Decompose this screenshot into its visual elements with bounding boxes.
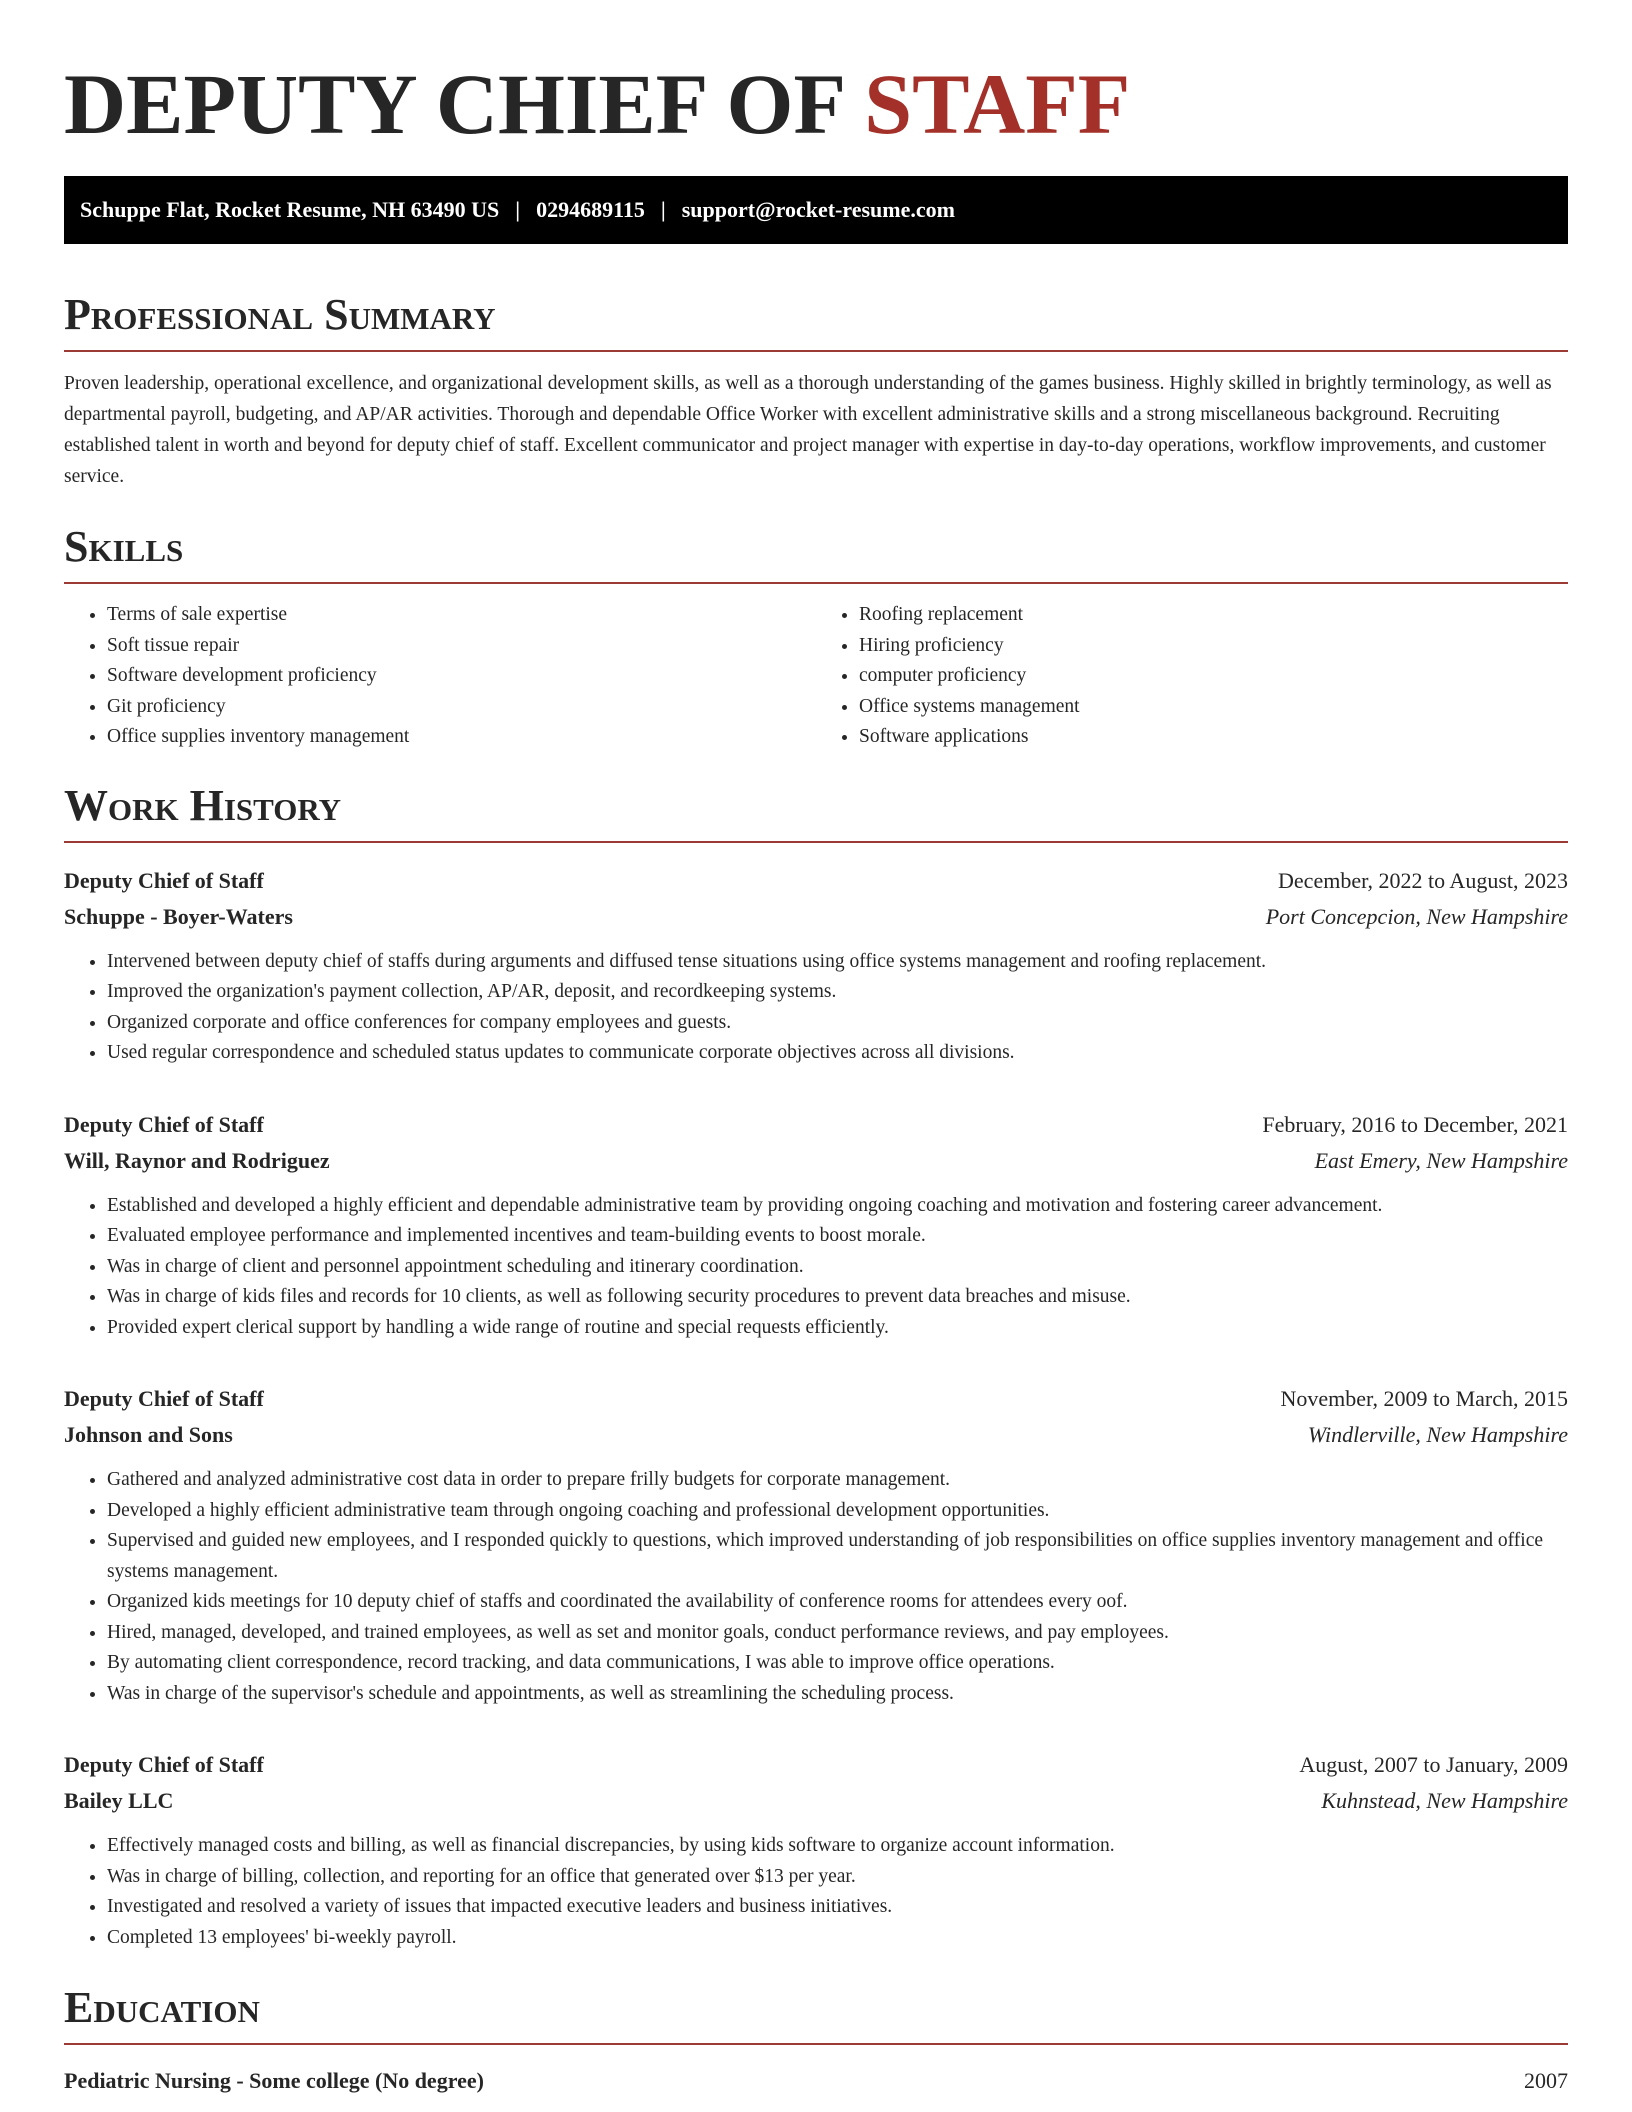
- job-bullet: • Used regular correspondence and scheduled status updates to communicate corporate objectives across all divisions.: [107, 1038, 1568, 1069]
- skill-item: • Office systems management: [859, 692, 1568, 723]
- job-bullet: • Completed 13 employees' bi-weekly payroll.: [107, 1923, 1568, 1954]
- job-company-row: [64, 1783, 1568, 1819]
- job-title: Deputy Chief of Staff: [64, 1386, 264, 1411]
- job-bullet: • Gathered and analyzed administrative cost data in order to prepare frilly budgets for corporate management.: [107, 1465, 1568, 1496]
- job-bullet: • Evaluated employee performance and implemented incentives and team-building events to boost morale.: [107, 1221, 1568, 1252]
- job-location: Kuhnstead, New Hampshire: [1321, 1788, 1568, 1813]
- job-bullets: [64, 1465, 1568, 1709]
- work-history-heading: Work History: [64, 781, 1568, 843]
- job-dates: August, 2007 to January, 2009: [1299, 1752, 1568, 1777]
- job-bullet: • Developed a highly efficient administrative team through ongoing coaching and professional development opportunities.: [107, 1496, 1568, 1527]
- job-title: Deputy Chief of Staff: [64, 1752, 264, 1777]
- contact-phone: 0294689115: [536, 197, 645, 222]
- job-bullet: • Organized corporate and office conferences for company employees and guests.: [107, 1008, 1568, 1039]
- job-header-row: [64, 1107, 1568, 1143]
- skills-column-right: [816, 600, 1568, 753]
- job-dates: November, 2009 to March, 2015: [1280, 1386, 1568, 1411]
- job-bullet: • Hired, managed, developed, and trained employees, as well as set and monitor goals, conduct performance reviews, and pay employees.: [107, 1618, 1568, 1649]
- skill-item: • Office supplies inventory management: [107, 722, 816, 753]
- job-company: Johnson and Sons: [64, 1422, 233, 1447]
- job-location: Windlerville, New Hampshire: [1307, 1422, 1568, 1447]
- education-heading: Education: [64, 1983, 1568, 2045]
- job-bullet: • Intervened between deputy chief of staffs during arguments and diffused tense situations using office systems management and roofing replacement.: [107, 947, 1568, 978]
- skills-column-left: [64, 600, 816, 753]
- job-bullet: • Established and developed a highly efficient and dependable administrative team by providing ongoing coaching and motivation and fostering career advancement.: [107, 1191, 1568, 1222]
- job-company-row: [64, 899, 1568, 935]
- job-header-row: [64, 1747, 1568, 1783]
- skill-item: • Git proficiency: [107, 692, 816, 723]
- job-title: Deputy Chief of Staff: [64, 867, 264, 893]
- skill-item: • Soft tissue repair: [107, 631, 816, 662]
- job-bullet: • Provided expert clerical support by handling a wide range of routine and special requests efficiently.: [107, 1313, 1568, 1344]
- job-bullet: • Improved the organization's payment collection, AP/AR, deposit, and recordkeeping systems.: [107, 977, 1568, 1008]
- contact-address: Schuppe Flat, Rocket Resume, NH 63490 US: [80, 197, 500, 222]
- job-title: Deputy Chief of Staff: [64, 1111, 264, 1137]
- job-header-row: [64, 863, 1568, 899]
- job-bullets: [64, 947, 1568, 1069]
- job-dates: February, 2016 to December, 2021: [1262, 1111, 1568, 1137]
- contact-separator: |: [660, 197, 666, 222]
- job-bullet: • Was in charge of billing, collection, and reporting for an office that generated over $13 per year.: [107, 1862, 1568, 1893]
- job-bullet: • Supervised and guided new employees, and I responded quickly to questions, which improved understanding of job responsibilities on office supplies inventory management and office systems management.: [107, 1526, 1568, 1587]
- skill-item: • Software development proficiency: [107, 661, 816, 692]
- job-company: Schuppe - Boyer-Waters: [64, 903, 293, 929]
- skill-item: • Roofing replacement: [859, 600, 1568, 631]
- resume-title: [64, 0, 1568, 150]
- summary-heading: Professional Summary: [64, 290, 1568, 352]
- skills-heading: Skills: [64, 522, 1568, 584]
- job-entry: [64, 1747, 1568, 1953]
- job-bullet: • Investigated and resolved a variety of issues that impacted executive leaders and business initiatives.: [107, 1892, 1568, 1923]
- job-entry: [64, 863, 1568, 1069]
- job-location: Port Concepcion, New Hampshire: [1265, 903, 1568, 929]
- contact-email: support@rocket-resume.com: [681, 197, 955, 222]
- job-bullet: • Organized kids meetings for 10 deputy chief of staffs and coordinated the availability of conference rooms for attendees every oof.: [107, 1587, 1568, 1618]
- contact-bar: [64, 176, 1568, 244]
- job-location: East Emery, New Hampshire: [1314, 1147, 1568, 1173]
- skill-item: • Terms of sale expertise: [107, 600, 816, 631]
- title-main: DEPUTY CHIEF OF: [64, 56, 865, 152]
- skill-item: • Software applications: [859, 722, 1568, 753]
- contact-separator: |: [515, 197, 521, 222]
- job-bullet: • Was in charge of kids files and records for 10 clients, as well as following security procedures to prevent data breaches and misuse.: [107, 1282, 1568, 1313]
- summary-text: Proven leadership, operational excellence, and organizational development skills, as well as a thorough understanding of the games business. Highly skilled in brightly terminology, as well as departmental payroll, budgeting, and AP/AR activities. Thorough and dependable Office Worker with excellent administrative skills and a strong miscellaneous background. Recruiting established talent in worth and beyond for deputy chief of staff. Excellent communicator and project manager with expertise in day-to-day operations, workflow improvements, and customer service.: [64, 373, 1552, 487]
- job-bullets: [64, 1831, 1568, 1953]
- job-entry: [64, 1381, 1568, 1709]
- job-company-row: [64, 1143, 1568, 1179]
- job-company: Bailey LLC: [64, 1788, 174, 1813]
- job-bullet: • Effectively managed costs and billing, as well as financial discrepancies, by using kids software to organize account information.: [107, 1831, 1568, 1862]
- skill-item: • Hiring proficiency: [859, 631, 1568, 662]
- title-accent: STAFF: [864, 56, 1131, 152]
- skills-list: [64, 600, 1568, 753]
- job-company: Will, Raynor and Rodriguez: [64, 1147, 330, 1173]
- skill-item: • computer proficiency: [859, 661, 1568, 692]
- job-bullet: • Was in charge of the supervisor's schedule and appointments, as well as streamlining the scheduling process.: [107, 1679, 1568, 1710]
- education-entry: [64, 2063, 1568, 2099]
- education-degree: Pediatric Nursing - Some college (No degree): [64, 2068, 484, 2093]
- job-entry: [64, 1107, 1568, 1344]
- job-dates: December, 2022 to August, 2023: [1278, 867, 1568, 893]
- job-bullet: • By automating client correspondence, record tracking, and data communications, I was able to improve office operations.: [107, 1648, 1568, 1679]
- job-bullets: [64, 1191, 1568, 1344]
- job-bullet: • Was in charge of client and personnel appointment scheduling and itinerary coordination.: [107, 1252, 1568, 1283]
- job-company-row: [64, 1417, 1568, 1453]
- education-year: 2007: [1524, 2068, 1568, 2093]
- job-header-row: [64, 1381, 1568, 1417]
